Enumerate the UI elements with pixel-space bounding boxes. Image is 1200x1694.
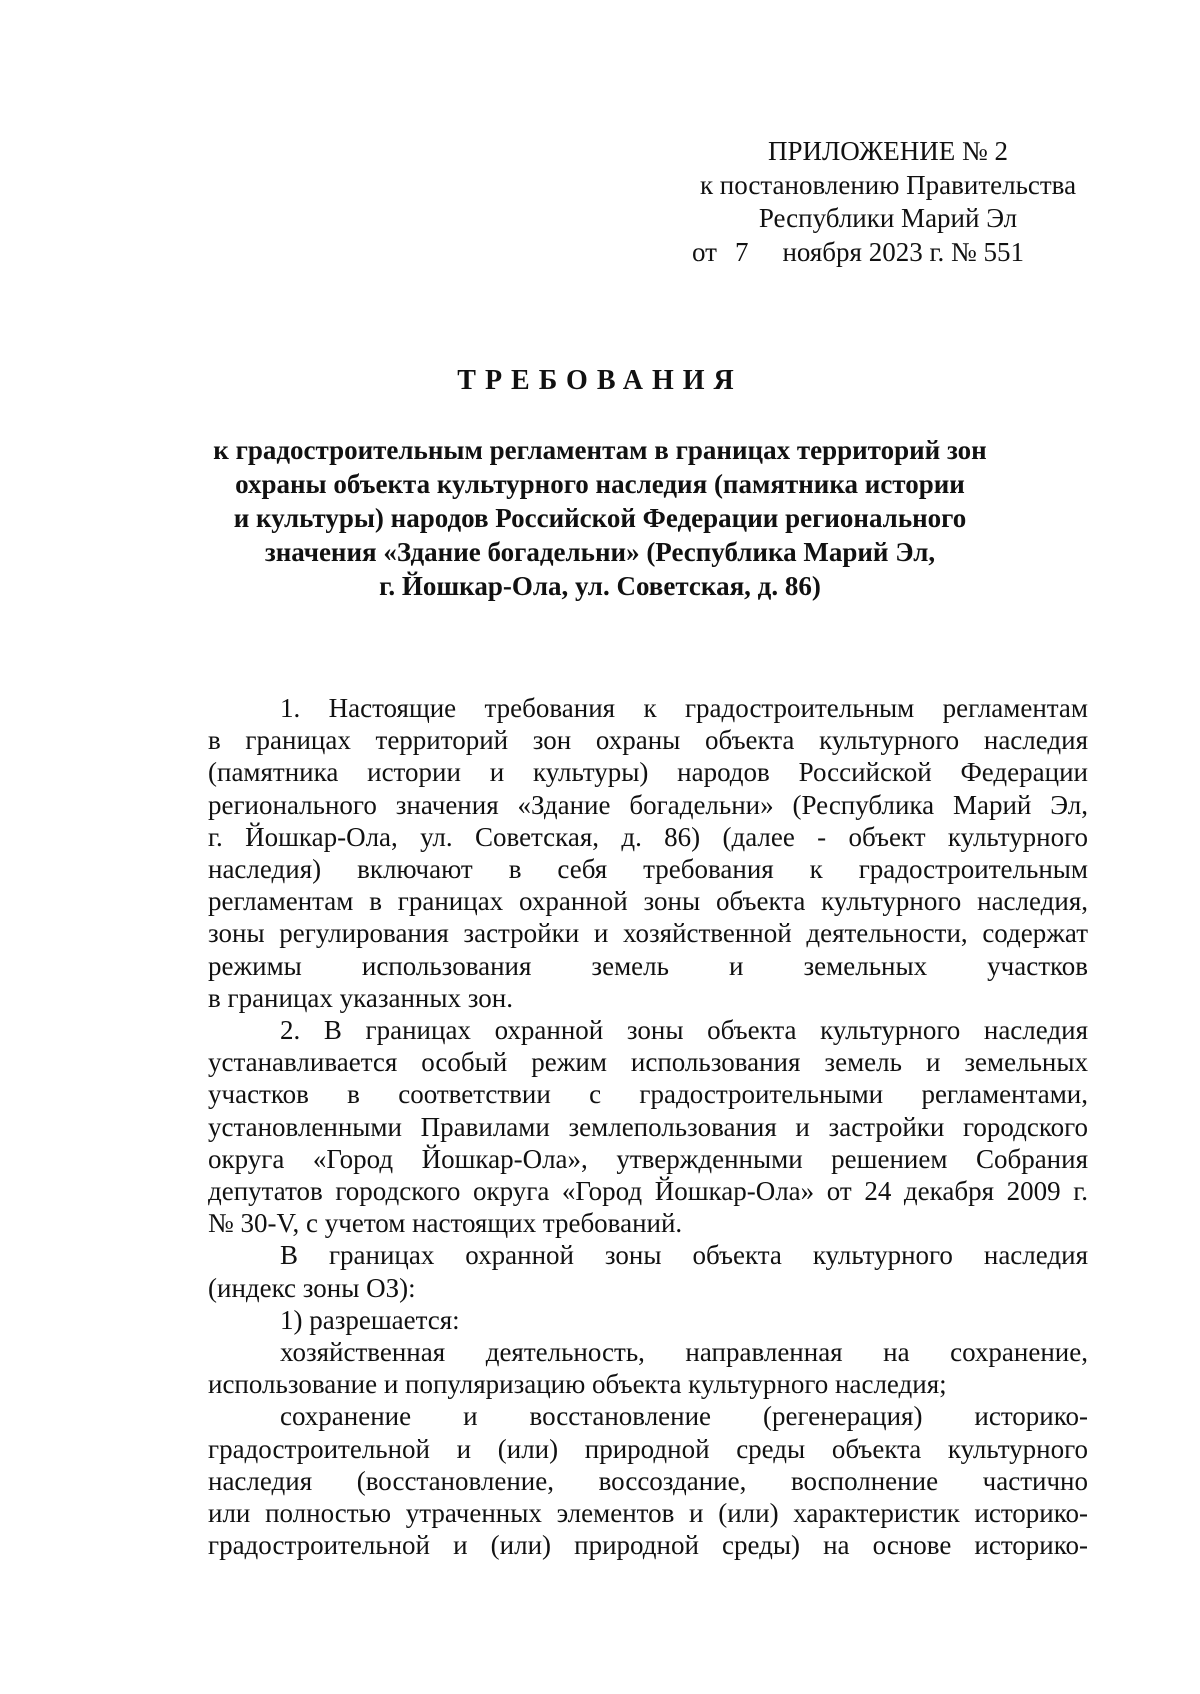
paragraph-2: [208, 1014, 1088, 1239]
text-line: округа «Город Йошкар-Ола», утвержденными решением Собрания: [208, 1143, 1088, 1174]
appendix-block: [688, 135, 1088, 269]
text-line: 2. В границах охранной зоны объекта культурного наследия: [280, 1015, 1088, 1046]
text-line: в границах территорий зон охраны объекта культурного наследия: [208, 725, 1088, 756]
document-title: ТРЕБОВАНИЯ: [457, 365, 743, 396]
text-line: зоны регулирования застройки и хозяйственной деятельности, содержат: [208, 918, 1088, 949]
text-line: участков в соответствии с градостроительными регламентами,: [208, 1079, 1088, 1110]
text-line: хозяйственная деятельность, направленная на сохранение,: [280, 1337, 1088, 1368]
text-line: регламентам в границах охранной зоны объекта культурного наследия,: [208, 886, 1088, 917]
text-line: депутатов городского округа «Город Йошкар-Ола» от 24 декабря 2009 г.: [208, 1176, 1088, 1207]
text-line: устанавливается особый режим использования земель и земельных: [208, 1047, 1088, 1078]
text-line: 1) разрешается:: [280, 1304, 460, 1335]
text-line: (памятника истории и культуры) народов Российской Федерации: [208, 757, 1088, 788]
subtitle-line: г. Йошкар-Ола, ул. Советская, д. 86): [379, 571, 821, 601]
paragraph-5: [208, 1336, 1088, 1400]
text-line: градостроительной и (или) природной среды объекта культурного: [208, 1433, 1088, 1464]
text-line: градостроительной и (или) природной среды) на основе историко-: [208, 1530, 1088, 1561]
date-month-year: ноября 2023 г. №: [782, 236, 977, 267]
text-line: (индекс зоны ОЗ):: [208, 1272, 416, 1303]
text-line: сохранение и восстановление (регенерация) историко-: [280, 1401, 1088, 1432]
text-line: г. Йошкар-Ола, ул. Советская, д. 86) (далее - объект культурного: [208, 821, 1088, 852]
text-line: или полностью утраченных элементов и (или) характеристик историко-: [208, 1498, 1088, 1529]
subtitle-line: охраны объекта культурного наследия (памятника истории: [235, 469, 965, 499]
appendix-republic-line: Республики Марий Эл: [758, 203, 1018, 233]
text-line: установленными Правилами землепользования и застройки городского: [208, 1111, 1088, 1142]
text-line: режимы использования земель и земельных участков: [208, 950, 1088, 981]
text-line: 1. Настоящие требования к градостроительным регламентам: [280, 693, 1088, 723]
paragraph-6: [208, 1400, 1088, 1561]
resolution-number: 551: [983, 236, 1025, 267]
text-line: в границах указанных зон.: [208, 982, 513, 1013]
appendix-heading: ПРИЛОЖЕНИЕ № 2: [767, 136, 1009, 166]
paragraph-3: [208, 1239, 1088, 1303]
date-prefix: от: [692, 236, 717, 267]
paragraph-1: [208, 692, 1088, 1014]
paragraph-4: [208, 1304, 1088, 1336]
appendix-resolution-line: к постановлению Правительства: [699, 169, 1077, 200]
subtitle-line: значения «Здание богадельни» (Республика Марий Эл,: [264, 537, 936, 567]
appendix-date-line: [688, 236, 1088, 270]
document-body: [208, 692, 1088, 1561]
text-line: наследия (восстановление, воссоздание, восполнение частично: [208, 1465, 1088, 1496]
text-line: № 30-V, с учетом настоящих требований.: [208, 1208, 683, 1239]
document-subtitle: [140, 433, 1060, 603]
date-day: 7: [734, 236, 749, 267]
subtitle-line: и культуры) народов Российской Федерации регионального: [233, 503, 967, 533]
text-line: наследия) включают в себя требования к градостроительным: [208, 854, 1088, 885]
text-line: использование и популяризацию объекта культурного наследия;: [208, 1369, 947, 1400]
text-line: регионального значения «Здание богадельни» (Республика Марий Эл,: [208, 789, 1088, 820]
text-line: В границах охранной зоны объекта культурного наследия: [280, 1240, 1088, 1271]
subtitle-line: к градостроительным регламентам в границах территорий зон: [213, 435, 987, 465]
